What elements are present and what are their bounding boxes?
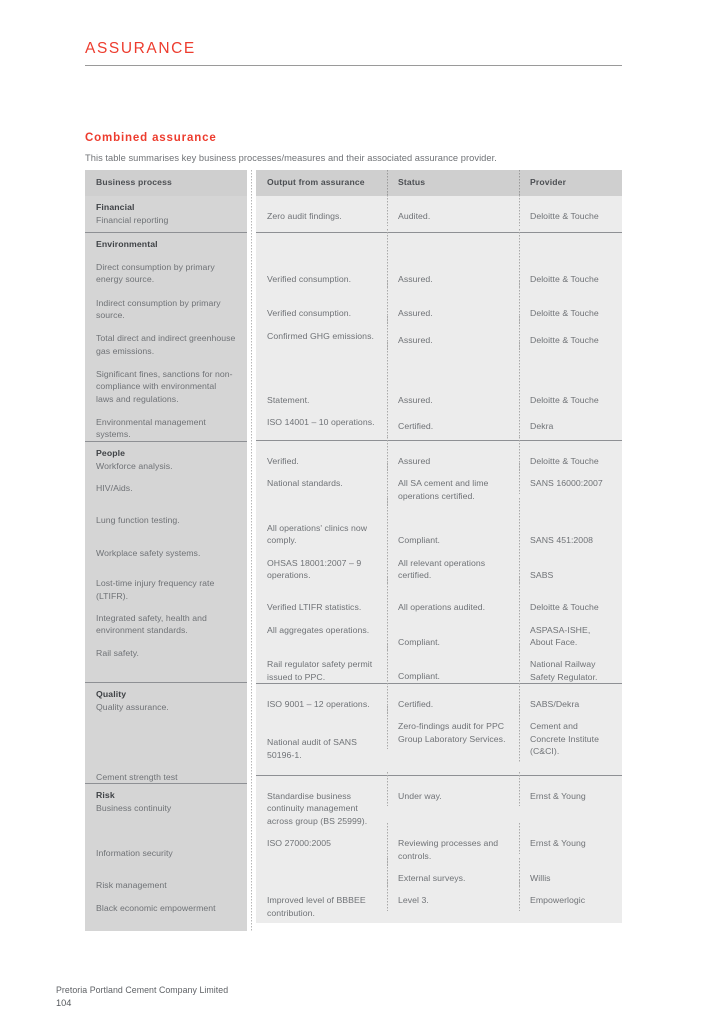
table-group-risk (85, 783, 247, 931)
table-row (256, 441, 622, 467)
cell-output: Verified LTIFR statistics. (267, 602, 362, 613)
column-header-provider: Provider (519, 170, 622, 196)
table-left-column (85, 170, 247, 931)
cell-status: Under way. (387, 776, 519, 802)
column-header-business-process: Business process (85, 170, 247, 196)
cell-output: ISO 9001 – 12 operations. (267, 699, 370, 710)
cell-status: Assured (387, 441, 519, 467)
table-row-label: Rail safety. (96, 647, 139, 658)
cell-status: Assured. (387, 285, 519, 319)
table-row (256, 502, 622, 547)
cell-provider: Dekra (519, 406, 622, 432)
cell-output: Verified. (267, 456, 299, 466)
table-row-label: Quality assurance. (96, 701, 169, 712)
cell-provider: Deloitte & Touche (519, 346, 622, 406)
table-row-label: Significant fines, sanctions for non-compliance with environmental laws and regulations. (96, 369, 233, 404)
table-row (256, 684, 622, 710)
table-group-people (85, 441, 247, 682)
cell-status: Assured. (387, 233, 519, 285)
table-row (256, 346, 622, 406)
table-row (256, 547, 622, 582)
table-row (256, 862, 622, 884)
cell-provider: ASPASA-ISHE, About Face. (519, 614, 622, 649)
cell-status: Zero-findings audit for PPC Group Laboratory Services. (387, 710, 519, 745)
cell-output: Rail regulator safety permit issued to PPC. (267, 659, 373, 682)
cell-output: All operations' clinics now comply. (267, 523, 368, 546)
table-row-label: Total direct and indirect greenhouse gas emissions. (96, 333, 236, 356)
cell-provider: Empowerlogic (519, 884, 622, 906)
table-row-label: Indirect consumption by primary source. (96, 297, 221, 321)
table-row-label: Risk management (96, 880, 167, 891)
combined-assurance-table (85, 170, 622, 931)
cell-provider: SABS/Dekra (519, 684, 622, 710)
vertical-dotted-divider (251, 170, 252, 931)
page-title: ASSURANCE (85, 40, 196, 57)
table-row-label: Workplace safety systems. (96, 547, 201, 558)
cell-provider: Deloitte & Touche (519, 233, 622, 285)
cell-provider: SANS 16000:2007 (519, 467, 622, 489)
table-group-financial (85, 196, 247, 232)
cell-output: National standards. (267, 478, 343, 489)
section-heading: Combined assurance (85, 132, 217, 144)
table-right-column (256, 170, 622, 923)
group-title: People (96, 447, 126, 458)
header-divider (85, 65, 622, 66)
cell-status: Reviewing processes and controls. (387, 827, 519, 862)
table-row (256, 233, 622, 285)
cell-status: Certified. (387, 406, 519, 432)
column-header-status: Status (387, 170, 519, 196)
cell-provider: SABS (519, 547, 622, 581)
cell-output: All aggregates operations. (267, 624, 370, 635)
table-row-label: Financial reporting (96, 215, 169, 225)
table-row (256, 467, 622, 502)
section-description: This table summarises key business processes/measures and their associated assurance provider. (85, 152, 497, 163)
cell-status: Assured. (387, 320, 519, 346)
table-row (256, 648, 622, 683)
cell-status: External surveys. (387, 862, 519, 884)
group-title: Financial (96, 202, 135, 212)
cell-status: Audited. (387, 196, 519, 222)
cell-output: ISO 14001 – 10 operations. (267, 417, 375, 428)
cell-provider: National Railway Safety Regulator. (519, 648, 622, 683)
group-title: Environmental (96, 239, 158, 249)
table-row-label: Lung function testing. (96, 515, 180, 526)
cell-status: All operations audited. (387, 581, 519, 613)
cell-output: ISO 27000:2005 (267, 838, 331, 849)
cell-provider: Deloitte & Touche (519, 581, 622, 613)
cell-output (256, 862, 387, 872)
table-row (256, 884, 622, 919)
table-row-label: Cement strength test (96, 772, 178, 783)
cell-status: Assured. (387, 346, 519, 406)
cell-status: Compliant. (387, 502, 519, 546)
group-title: Risk (96, 790, 115, 801)
table-row (256, 614, 622, 649)
footer-page-number: 104 (56, 998, 72, 1009)
cell-status: Level 3. (387, 884, 519, 906)
page-header (85, 40, 622, 66)
table-row-label: Environmental management systems. (96, 417, 206, 440)
left-column-body (85, 196, 247, 931)
page-footer (56, 984, 556, 1010)
right-column-body (256, 196, 622, 923)
cell-provider: Deloitte & Touche (519, 285, 622, 319)
cell-status: Compliant. (387, 648, 519, 682)
right-column-headers (256, 170, 622, 196)
cell-output: Statement. (267, 395, 310, 406)
cell-status: Compliant. (387, 614, 519, 648)
cell-provider: Ernst & Young (519, 827, 622, 849)
footer-company-name: Pretoria Portland Cement Company Limited (56, 985, 229, 995)
table-row-label: Lost-time injury frequency rate (LTIFR). (96, 578, 215, 601)
cell-status: All relevant operations certified. (387, 547, 519, 582)
cell-provider: Deloitte & Touche (519, 320, 622, 346)
cell-provider: Deloitte & Touche (519, 441, 622, 467)
cell-output: National audit of SANS 50196-1. (267, 737, 357, 760)
table-row (256, 320, 622, 346)
table-row (256, 406, 622, 432)
cell-provider: Willis (519, 862, 622, 884)
table-row-label: Direct consumption by primary energy source. (96, 262, 215, 285)
table-group-rows-financial (256, 196, 622, 232)
table-group-rows-risk (256, 775, 622, 923)
table-row (256, 710, 622, 761)
table-group-rows-quality (256, 683, 622, 775)
cell-provider: SANS 451:2008 (519, 502, 622, 546)
table-row (256, 285, 622, 319)
table-group-rows-people (256, 440, 622, 683)
cell-output: Confirmed GHG emissions. (267, 330, 374, 341)
table-row (256, 581, 622, 613)
table-group-quality (85, 682, 247, 784)
table-row (256, 196, 622, 222)
table-row (256, 776, 622, 827)
table-row-label: Workforce analysis. (96, 460, 173, 471)
section-intro (85, 131, 622, 165)
cell-provider: Cement and Concrete Institute (C&CI). (519, 710, 622, 757)
table-row-label: Black economic empowerment (96, 902, 216, 913)
table-group-rows-environmental (256, 232, 622, 440)
cell-provider: Deloitte & Touche (519, 196, 622, 222)
group-title: Quality (96, 688, 127, 699)
column-header-output: Output from assurance (267, 177, 365, 187)
table-row-label: Business continuity (96, 803, 172, 814)
cell-output: Verified consumption. (267, 308, 352, 319)
table-group-environmental (85, 232, 247, 441)
cell-status: All SA cement and lime operations certified. (387, 467, 519, 502)
cell-output: OHSAS 18001:2007 – 9 operations. (267, 557, 362, 581)
table-row-label: Information security (96, 847, 173, 858)
cell-provider: Ernst & Young (519, 776, 622, 802)
cell-output: Improved level of BBBEE contribution. (267, 895, 366, 918)
table-row (256, 827, 622, 862)
cell-output: Standardise business continuity management across group (BS 25999). (267, 791, 368, 826)
table-row-label: Integrated safety, health and environment standards. (96, 612, 207, 636)
cell-output: Verified consumption. (267, 274, 352, 284)
table-row-label: HIV/Aids. (96, 483, 133, 494)
cell-output: Zero audit findings. (267, 211, 342, 221)
column-gap (247, 170, 256, 931)
cell-status: Certified. (387, 684, 519, 710)
